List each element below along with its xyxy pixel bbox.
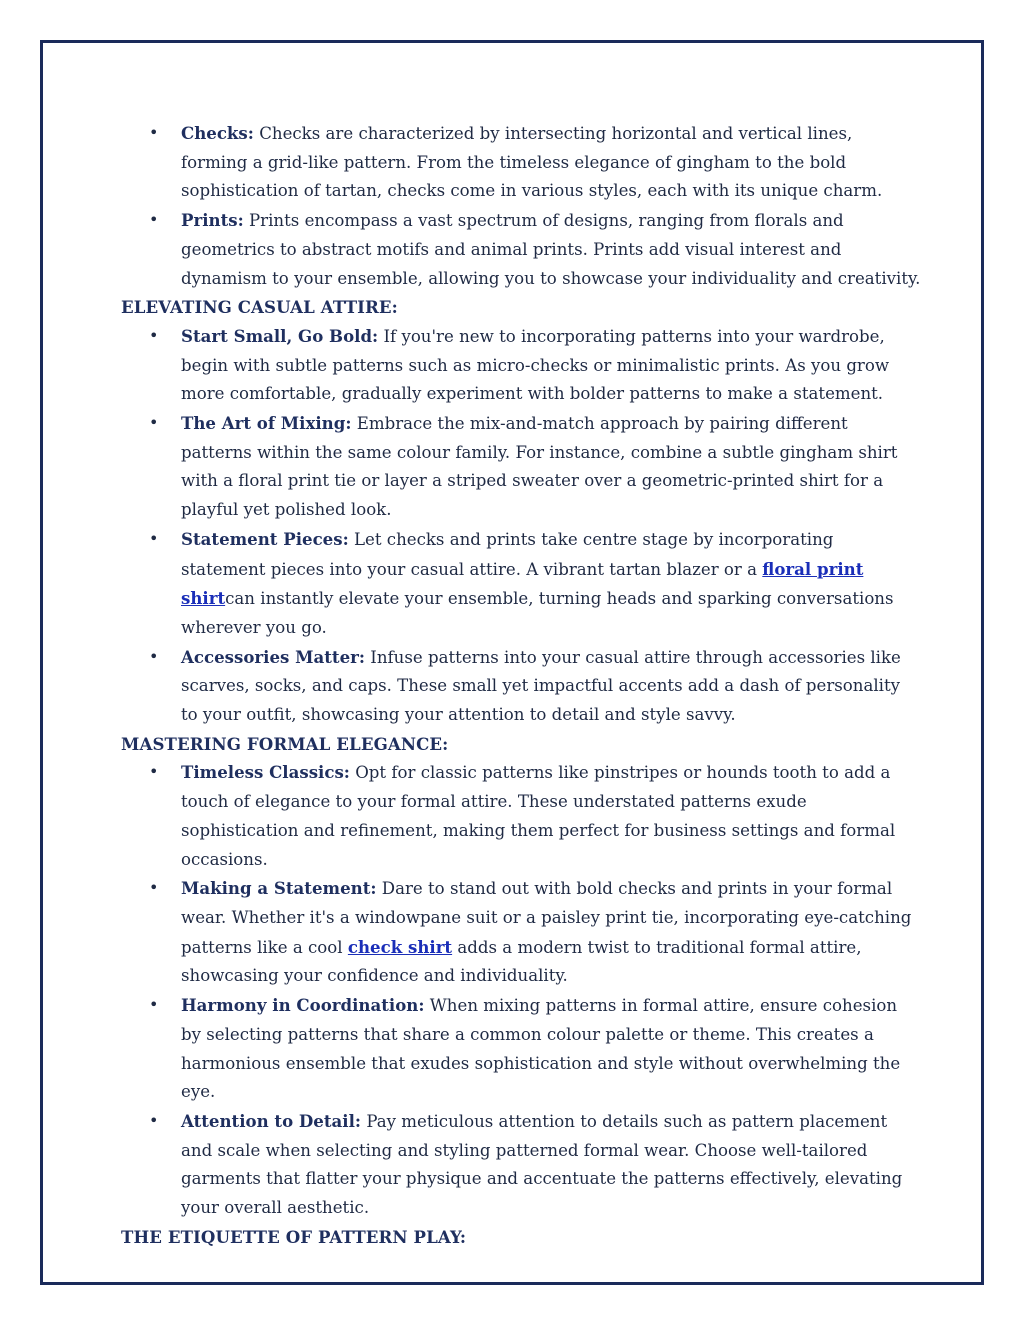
- item-term: Statement Pieces:: [181, 528, 349, 549]
- item-text: Opt for classic patterns like pinstripes or hounds tooth to add a touch of elegance to your formal attire. These understated patterns exude sophistication and refinement, making them perfect for business settings and formal occasions.: [181, 763, 896, 869]
- section-heading-casual: ELEVATING CASUAL ATTIRE:: [121, 297, 398, 318]
- formal-elegance-list: [121, 758, 921, 1222]
- pattern-types-list: [121, 119, 921, 293]
- item-text: Infuse patterns into your casual attire through accessories like scarves, socks, and caps. These small yet impactful accents add a dash of personality to your outfit, showcasing your attention to detail and style savvy.: [181, 647, 901, 725]
- item-term: Accessories Matter:: [181, 646, 365, 667]
- item-text: adds a modern twist to traditional formal attire, showcasing your confidence and individuality.: [181, 937, 862, 986]
- item-text: Dare to stand out with bold checks and prints in your formal wear. Whether it's a windowpane suit or a paisley print tie, incorporating eye-catching patterns like a cool: [181, 879, 912, 957]
- item-term: Harmony in Coordination:: [181, 995, 425, 1016]
- list-item: [181, 525, 921, 643]
- list-item: [181, 991, 921, 1107]
- item-term: Attention to Detail:: [181, 1110, 362, 1131]
- list-item: [181, 119, 921, 206]
- list-item: [181, 874, 921, 991]
- item-term: Making a Statement:: [181, 878, 377, 899]
- item-text: Pay meticulous attention to details such as pattern placement and scale when selecting and styling patterned formal wear. Choose well-tailored garments that flatter your physique and accentuate the patterns effectively, elevating your overall aesthetic.: [181, 1111, 903, 1218]
- item-term: Checks:: [181, 123, 254, 143]
- item-term: Prints:: [181, 210, 244, 231]
- item-text: When mixing patterns in formal attire, ensure cohesion by selecting patterns that share a common colour palette or theme. This creates a harmonious ensemble that exudes sophistication and style without overwhelming the eye.: [181, 996, 901, 1102]
- list-item: [181, 643, 921, 730]
- check-shirt-link[interactable]: check shirt: [347, 936, 453, 957]
- item-term: Timeless Classics:: [181, 762, 350, 783]
- item-text: Prints encompass a vast spectrum of designs, ranging from florals and geometrics to abstract motifs and animal prints. Prints add visual interest and dynamism to your ensemble, allowing you to showcase your individuality and creativity.: [181, 211, 921, 288]
- document-body: [121, 119, 921, 1251]
- list-item: [181, 758, 921, 874]
- item-term: The Art of Mixing:: [181, 413, 352, 434]
- section-heading-etiquette: THE ETIQUETTE OF PATTERN PLAY:: [121, 1226, 467, 1247]
- list-item: [181, 206, 921, 293]
- item-text: Checks are characterized by intersecting horizontal and vertical lines, forming a grid-like pattern. From the timeless elegance of gingham to the bold sophistication of tartan, checks come in various styles, each with its unique charm.: [181, 124, 883, 201]
- list-item: [181, 1107, 921, 1223]
- item-text: Embrace the mix-and-match approach by pairing different patterns within the same colour family. For instance, combine a subtle gingham shirt with a floral print tie or layer a striped sweater over a geometric-printed shirt for a playful yet polished look.: [181, 414, 898, 520]
- floral-print-shirt-link[interactable]: floral print shirt: [181, 558, 864, 609]
- item-text: Let checks and prints take centre stage by incorporating statement pieces into your casual attire. A vibrant tartan blazer or a: [181, 529, 834, 579]
- list-item: [181, 409, 921, 525]
- item-text: can instantly elevate your ensemble, turning heads and sparking conversations wherever you go.: [181, 589, 894, 637]
- section-heading-formal: MASTERING FORMAL ELEGANCE:: [121, 733, 449, 754]
- item-text: If you're new to incorporating patterns into your wardrobe, begin with subtle patterns such as micro-checks or minimalistic prints. As you grow more comfortable, gradually experiment with bolder patterns to make a statement.: [181, 326, 890, 404]
- list-item: [181, 322, 921, 409]
- item-term: Start Small, Go Bold:: [181, 325, 379, 346]
- casual-attire-list: [121, 322, 921, 730]
